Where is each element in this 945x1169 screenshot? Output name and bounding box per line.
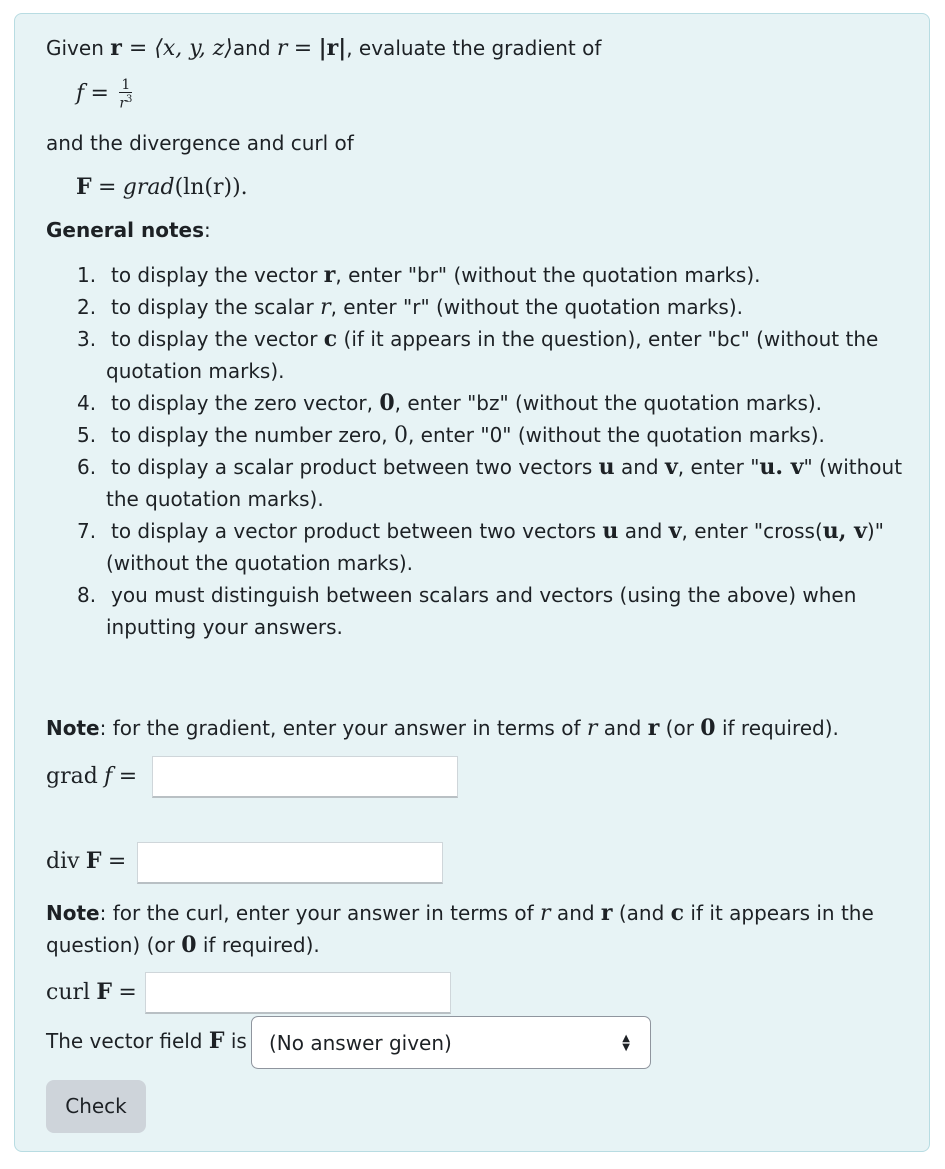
list-item: to display the vector r, enter "br" (without the quotation marks). <box>111 262 761 288</box>
list-item-continuation: (without the quotation marks). <box>106 551 414 575</box>
grad-f-input[interactable] <box>152 756 458 798</box>
list-item: to display the vector c (if it appears in the question), enter "bc" (without the <box>111 326 879 352</box>
grad-f-label: grad f = <box>46 764 138 789</box>
list-item-number: 4. <box>77 391 97 415</box>
list-item: you must distinguish between scalars and vectors (using the above) when <box>111 583 857 607</box>
f-eq: = <box>90 81 109 106</box>
intro-r-scalar: r <box>276 36 288 61</box>
chevron-up-down-icon: ▲ ▼ <box>622 1033 630 1053</box>
F-arg: (ln(r)). <box>174 175 248 200</box>
general-notes-colon: : <box>203 218 211 242</box>
list-item-number: 3. <box>77 327 97 351</box>
intro-given: Given <box>46 36 104 60</box>
intro-rest: , evaluate the gradient of <box>346 36 602 60</box>
f-numerator: 1 <box>119 78 132 93</box>
f-fraction <box>119 78 132 111</box>
curl-note-line2: question) (or 0 if required). <box>46 932 320 958</box>
list-item: to display the zero vector, 0, enter "bz" (without the quotation marks). <box>111 390 823 416</box>
list-item-continuation: quotation marks). <box>106 359 285 383</box>
list-item-number: 8. <box>77 583 97 607</box>
div-F-input[interactable] <box>137 842 443 884</box>
general-notes-label: General notes <box>46 218 204 242</box>
vector-field-label: The vector field F is <box>46 1028 247 1054</box>
select-value: (No answer given) <box>269 1031 452 1055</box>
intro-r-vector: r <box>110 35 122 61</box>
list-item-number: 1. <box>77 263 97 287</box>
curl-F-label: curl F = <box>46 979 137 1005</box>
F-eq: = <box>97 175 117 200</box>
gradient-note: Note: for the gradient, enter your answer in terms of r and r (or 0 if required). <box>46 715 839 741</box>
list-item: to display the scalar r, enter "r" (without the quotation marks). <box>111 295 744 320</box>
F-grad: grad <box>122 175 175 200</box>
curl-F-input[interactable] <box>145 972 451 1014</box>
curl-note-line1: Note: for the curl, enter your answer in terms of r and r (and c if it appears in the <box>46 900 874 926</box>
list-item: to display a scalar product between two vectors u and v, enter "u. v" (without <box>111 454 903 480</box>
list-item-number: 5. <box>77 423 97 447</box>
general-notes-heading <box>46 215 211 245</box>
check-button[interactable]: Check <box>46 1080 146 1133</box>
list-item-continuation: the quotation marks). <box>106 487 324 511</box>
div-F-label: div F = <box>46 848 127 874</box>
list-item-continuation: inputting your answers. <box>106 615 343 639</box>
list-item-number: 6. <box>77 455 97 479</box>
f-lhs: f <box>76 81 85 106</box>
list-item-number: 2. <box>77 295 97 319</box>
intro-tuple: ⟨x, y, z⟩ <box>154 36 233 61</box>
list-item: to display the number zero, 0, enter "0" (without the quotation marks). <box>111 423 825 448</box>
vector-field-select[interactable] <box>251 1016 651 1069</box>
list-item-number: 7. <box>77 519 97 543</box>
div-curl-text: and the divergence and curl of <box>46 131 354 155</box>
intro-line: Given r = ⟨x, y, z⟩and r = |r|, evaluate the gradient of <box>46 35 602 61</box>
F-lhs: F <box>76 174 92 200</box>
intro-eq: = <box>121 36 155 61</box>
f-definition <box>76 78 132 111</box>
intro-abs-r: |r| <box>318 35 347 61</box>
f-denominator: $r^3$ <box>119 94 133 112</box>
F-definition <box>76 172 248 203</box>
list-item: to display a vector product between two vectors u and v, enter "cross(u, v)" <box>111 518 884 544</box>
intro-and: and <box>232 36 271 60</box>
